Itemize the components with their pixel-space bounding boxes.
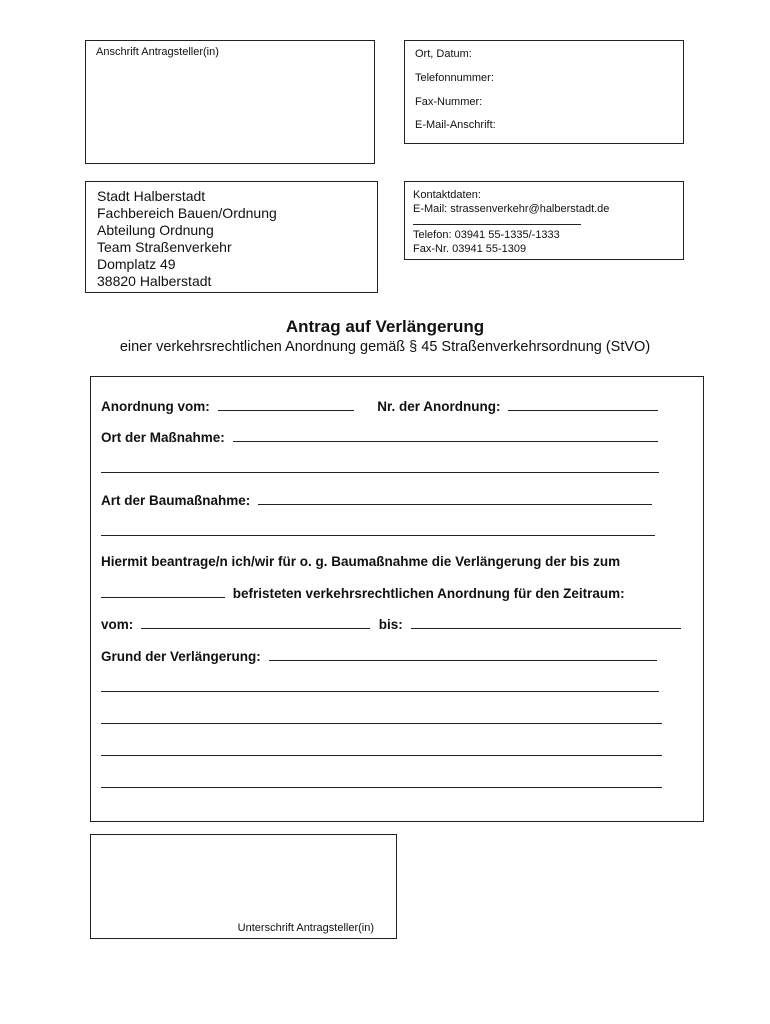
- form-title: Antrag auf Verlängerung: [285, 317, 485, 336]
- authority-email: E-Mail: strassenverkehr@halberstadt.de: [413, 203, 610, 215]
- period-row: [101, 616, 681, 632]
- from-label: vom:: [101, 617, 134, 632]
- applicant-contact-box: [404, 40, 684, 144]
- phone-number-field[interactable]: Telefonnummer:: [415, 72, 494, 84]
- email-address-field[interactable]: E-Mail-Anschrift:: [415, 119, 496, 131]
- location-field[interactable]: [233, 429, 658, 442]
- construction-type-field[interactable]: [258, 492, 652, 505]
- reason-field-line5[interactable]: [101, 787, 662, 788]
- location-label: Ort der Maßnahme:: [101, 430, 225, 445]
- recipient-address: [97, 188, 277, 290]
- recipient-line: Fachbereich Bauen/Ordnung: [97, 205, 277, 221]
- location-row: [101, 429, 658, 445]
- order-date-label: Anordnung vom:: [101, 399, 210, 414]
- deadline-date-field[interactable]: [101, 585, 225, 598]
- recipient-line: Abteilung Ordnung: [97, 222, 214, 238]
- reason-row: [101, 648, 657, 664]
- authority-fax: Fax-Nr. 03941 55-1309: [413, 243, 527, 255]
- contact-divider: [413, 224, 581, 225]
- reason-field-line4[interactable]: [101, 755, 662, 756]
- order-date-row: [101, 398, 658, 414]
- request-deadline-row: [101, 585, 625, 601]
- recipient-line: Team Straßenverkehr: [97, 239, 232, 255]
- authority-contact-heading: Kontaktdaten:: [413, 189, 481, 201]
- recipient-line: Stadt Halberstadt: [97, 188, 206, 204]
- reason-label: Grund der Verlängerung:: [101, 649, 261, 664]
- reason-field-line2[interactable]: [101, 691, 659, 692]
- place-date-field[interactable]: Ort, Datum:: [415, 48, 472, 60]
- order-number-label: Nr. der Anordnung:: [377, 399, 501, 414]
- order-number-field[interactable]: [508, 398, 658, 411]
- reason-field[interactable]: [269, 648, 657, 661]
- to-date-field[interactable]: [411, 616, 681, 629]
- request-text-line1: Hiermit beantrage/n ich/wir für o. g. Baumaßnahme die Verlängerung der bis zum: [101, 554, 621, 569]
- signature-label: Unterschrift Antragsteller(in): [237, 922, 374, 934]
- construction-type-label: Art der Baumaßnahme:: [101, 493, 251, 508]
- applicant-address-box[interactable]: [85, 40, 375, 164]
- authority-phone: Telefon: 03941 55-1335/-1333: [413, 229, 560, 241]
- request-text-line2: befristeten verkehrsrechtlichen Anordnung für den Zeitraum:: [232, 586, 625, 601]
- application-form-box: [90, 376, 704, 822]
- recipient-address-box: [85, 181, 378, 293]
- location-field-line2[interactable]: [101, 472, 659, 473]
- recipient-line: 38820 Halberstadt: [97, 273, 212, 289]
- authority-contact-box: [404, 181, 684, 260]
- from-date-field[interactable]: [141, 616, 370, 629]
- recipient-line: Domplatz 49: [97, 256, 176, 272]
- construction-type-field-line2[interactable]: [101, 535, 655, 536]
- fax-number-field[interactable]: Fax-Nummer:: [415, 96, 483, 108]
- to-label: bis:: [378, 617, 403, 632]
- construction-type-row: [101, 492, 652, 508]
- signature-box[interactable]: [90, 834, 397, 939]
- form-subtitle: einer verkehrsrechtlichen Anordnung gemäß § 45 Straßenverkehrsordnung (StVO): [119, 339, 651, 355]
- applicant-address-label: Anschrift Antragsteller(in): [96, 46, 219, 58]
- reason-field-line3[interactable]: [101, 723, 662, 724]
- order-date-field[interactable]: [218, 398, 354, 411]
